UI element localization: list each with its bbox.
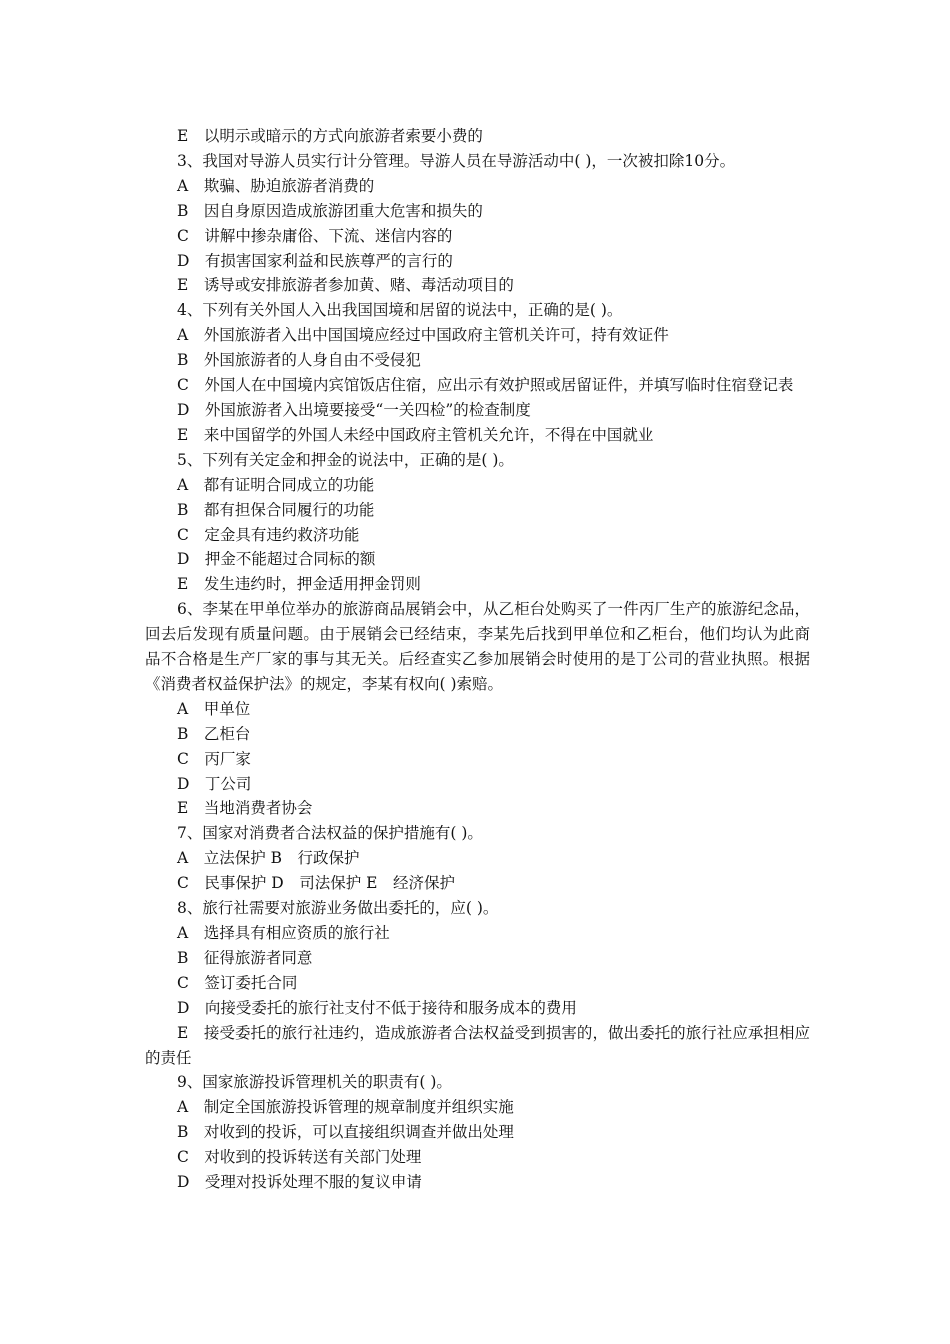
text-line: C 签订委托合同 [177,973,298,992]
text-line: C 民事保护 D 司法保护 E 经济保护 [177,874,455,893]
text-line: E 来中国留学的外国人未经中国政府主管机关允许，不得在中国就业 [177,425,654,444]
text-line: B 乙柜台 [177,724,251,743]
text-line: C 对收到的投诉转送有关部门处理 [177,1148,422,1167]
question-text: 9、国家旅游投诉管理机关的职责有( )。 [177,1073,452,1092]
question-text: 7、国家对消费者合法权益的保护措施有( )。 [177,824,483,843]
text-line: D 向接受委托的旅行社支付不低于接待和服务成本的费用 [177,998,577,1017]
text-line: D 丁公司 [177,774,252,793]
text-line: B 因自身原因造成旅游团重大危害和损失的 [177,201,483,220]
text-line: A 外国旅游者入出中国国境应经过中国政府主管机关许可，持有效证件 [177,326,669,345]
text-line: C 丙厂家 [177,749,251,768]
text-line: E 当地消费者协会 [177,799,313,818]
question-text: 5、下列有关定金和押金的说法中，正确的是( )。 [177,450,514,469]
question-text: 3、我国对导游人员实行计分管理。导游人员在导游活动中( )，一次被扣除10分。 [177,151,736,170]
text-line: C 外国人在中国境内宾馆饭店住宿，应出示有效护照或居留证件，并填写临时住宿登记表 [177,376,794,395]
text-line: D 押金不能超过合同标的额 [177,550,376,569]
text-line: E 诱导或安排旅游者参加黄、赌、毒活动项目的 [177,276,514,295]
text-line: C 讲解中掺杂庸俗、下流、迷信内容的 [177,226,453,245]
text-line: A 制定全国旅游投诉管理的规章制度并组织实施 [177,1098,514,1117]
text-line: A 都有证明合同成立的功能 [177,475,375,494]
text-line: A 欺骗、胁迫旅游者消费的 [177,176,375,195]
text-line: 6、李某在甲单位举办的旅游商品展销会中，从乙柜台处购买了一件丙厂生产的旅游纪念品，回去后发现有质量问题。由于展销会已经结束，李某先后找到甲单位和乙柜台，他们均认为此商品不合格是生产厂家的事与其无关。后经查实乙参加展销会时使用的是丁公司的营业执照。根据《消费者权益保护法》的规定，李某有权向( )索赔。 [145,600,810,693]
text-line: D 有损害国家利益和民族尊严的言行的 [177,251,453,270]
text-line: B 都有担保合同履行的功能 [177,500,375,519]
text-line: C 定金具有违约救济功能 [177,525,360,544]
text-line: E 发生违约时，押金适用押金罚则 [177,575,421,594]
text-line: A 选择具有相应资质的旅行社 [177,924,390,942]
question-text: 4、下列有关外国人入出我国国境和居留的说法中，正确的是( )。 [177,301,623,320]
text-line: E 以明示或暗示的方式向旅游者索要小费的 [177,127,483,145]
text-line: B 征得旅游者同意 [177,948,313,967]
exam-text [145,124,810,1195]
text-line: D 外国旅游者入出境要接受“一关四检”的检查制度 [177,400,531,419]
question-text: 8、旅行社需要对旅游业务做出委托的，应( )。 [177,899,499,918]
text-line: A 甲单位 [177,699,251,718]
text-line: B 外国旅游者的人身自由不受侵犯 [177,351,421,370]
text-line: E 接受委托的旅行社违约，造成旅游者合法权益受到损害的，做出委托的旅行社应承担相应的责任 [145,1023,810,1067]
text-line: A 立法保护 B 行政保护 [177,849,360,868]
text-line: B 对收到的投诉，可以直接组织调查并做出处理 [177,1123,514,1142]
text-line: D 受理对投诉处理不服的复议申请 [177,1173,422,1192]
